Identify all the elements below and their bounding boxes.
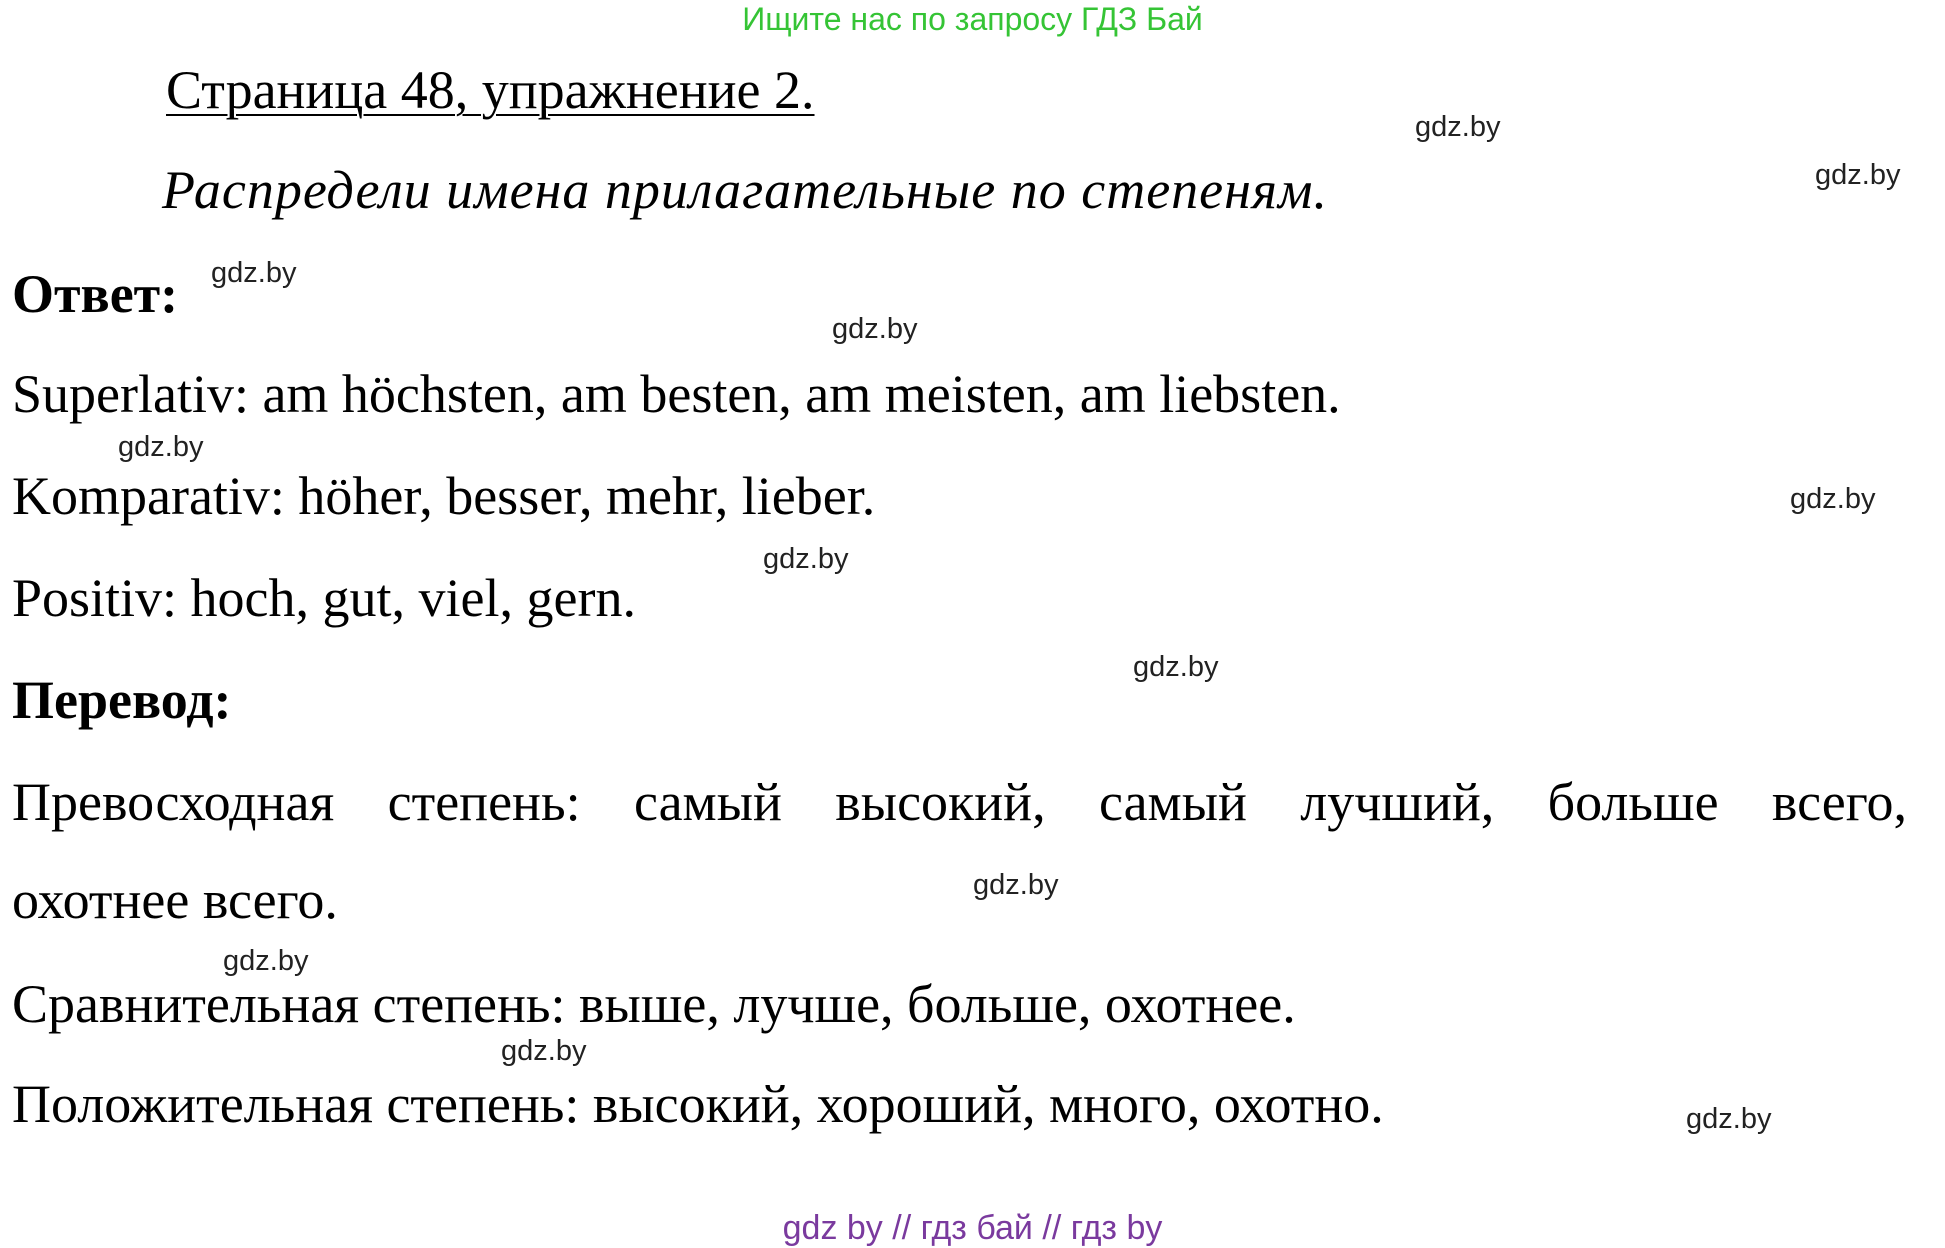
watermark: gdz.by (211, 257, 297, 289)
translation-heading: Перевод: (12, 670, 232, 730)
watermark: gdz.by (763, 543, 849, 575)
translation-superlative-continuation: охотнее всего. (12, 870, 338, 930)
watermark: gdz.by (501, 1035, 587, 1067)
answer-heading: Ответ: (12, 264, 179, 324)
watermark: gdz.by (1133, 651, 1219, 683)
watermark: gdz.by (118, 431, 204, 463)
watermark: gdz.by (1686, 1103, 1772, 1135)
answer-positiv: Positiv: hoch, gut, viel, gern. (12, 568, 636, 628)
watermark: gdz.by (832, 313, 918, 345)
footer-links: gdz by // гдз бай // гдз by (782, 1209, 1163, 1247)
watermark: gdz.by (1790, 483, 1876, 515)
watermark: gdz.by (1415, 111, 1501, 143)
answer-superlativ: Superlativ: am höchsten, am besten, am meisten, am liebsten. (12, 364, 1341, 424)
answer-komparativ: Komparativ: höher, besser, mehr, lieber. (12, 466, 876, 526)
page-title: Страница 48, упражнение 2. (166, 60, 815, 120)
watermark: gdz.by (223, 945, 309, 977)
task-text: Распредели имена прилагательные по степеням. (162, 160, 1328, 220)
watermark: gdz.by (973, 869, 1059, 901)
watermark: gdz.by (1815, 159, 1901, 191)
top-banner: Ищите нас по запросу ГДЗ Бай (742, 1, 1203, 37)
translation-comparative-line: Сравнительная степень: выше, лучше, больше, охотнее. (12, 974, 1296, 1034)
translation-superlative-line: Превосходная степень: самый высокий, самый лучший, больше всего, (12, 772, 1907, 832)
translation-positive-line: Положительная степень: высокий, хороший, много, охотно. (12, 1074, 1384, 1134)
